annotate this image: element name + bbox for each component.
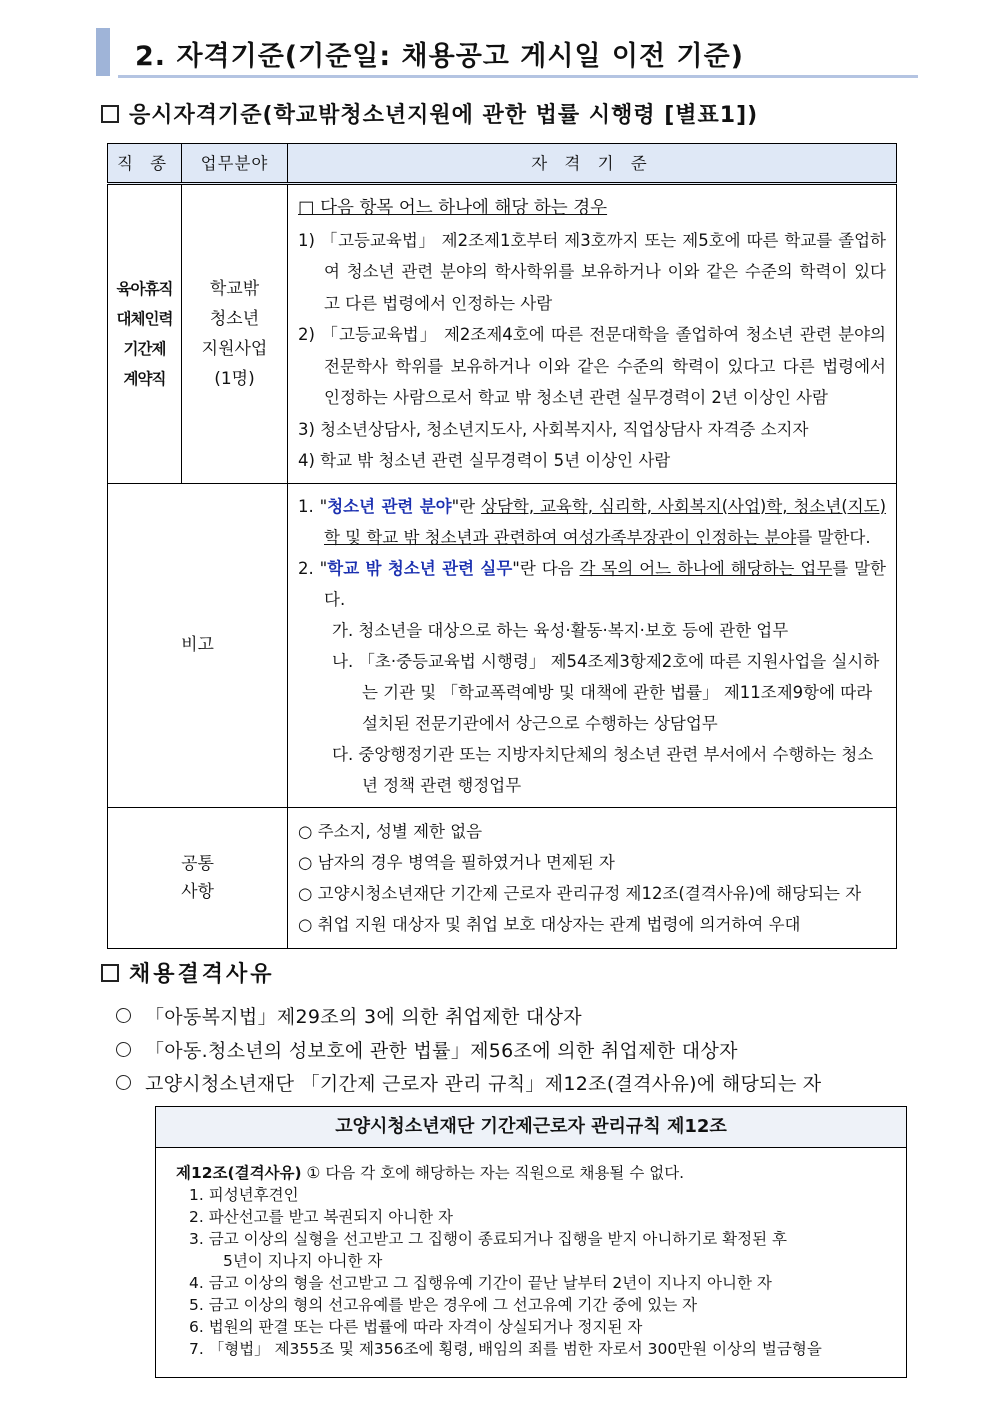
rule-box-title: 고양시청소년재단 기간제근로자 관리규칙 제12조 [156, 1107, 906, 1148]
circle-bullet-icon [116, 1075, 131, 1090]
criteria-item: 4) 학교 밖 청소년 관련 실무경력이 5년 이상인 사람 [298, 451, 671, 470]
table-row-remarks [108, 483, 897, 807]
section-accent-bar [96, 28, 110, 76]
rule-item: 4. 금고 이상의 형을 선고받고 그 집행유예 기간이 끝난 날부터 2년이 지나지 아니한 자 [189, 1274, 772, 1292]
table-row-criteria [108, 184, 897, 484]
rule-intro-text: ① 다음 각 호에 해당하는 자는 직원으로 채용될 수 없다. [301, 1164, 685, 1182]
checkbox-square-icon [101, 964, 119, 982]
common-label-line: 사항 [181, 881, 214, 902]
header-field: 업무분야 [182, 144, 288, 184]
remark-item-2 [298, 553, 886, 615]
rule-item: 3. 금고 이상의 실형을 선고받고 그 집행이 종료되거나 집행을 받지 아니하기로 확정된 후 [189, 1230, 787, 1248]
remark-subitem: 가. 청소년을 대상으로 하는 육성·활동·복지·보호 등에 관한 업무 [332, 620, 789, 640]
remark-underlined: 상담학, 교육학, 심리학, 사회복지(사업)학, 청소년(지도)학 및 학교 밖 청소년과 관련하여 여성가족부장관이 인정하는 분야 [324, 496, 887, 547]
disqualification-item [116, 1036, 738, 1063]
rule-item: 1. 피성년후견인 [189, 1186, 299, 1204]
criteria-item: 2) 「고등교육법」 제2조제4호에 따른 전문대학을 졸업하여 청소년 관련 분야의 전문학사 학위를 보유하거나 이와 같은 수준의 학력이 있다고 다른 법령에서 인정하는 사람으로서 학교 밖 청소년 관련 실무경력이 2년 이상인 사람 [298, 325, 886, 407]
criteria-cell [288, 184, 897, 484]
header-criteria: 자 격 기 준 [288, 144, 897, 184]
disqualification-item [116, 1069, 821, 1096]
remarks-cell [288, 483, 897, 807]
remark-subitem: 다. 중앙행정기관 또는 지방자치단체의 청소년 관련 부서에서 수행하는 청소년 정책 관련 행정업무 [332, 744, 874, 795]
remark-text: 를 말한다. [324, 558, 886, 609]
remark-text: 를 말한다. [796, 527, 871, 547]
rule-item: 6. 법원의 판결 또는 다른 법률에 따라 자격이 상실되거나 정지된 자 [189, 1318, 643, 1336]
common-item: ○ 주소지, 성별 제한 없음 [298, 821, 483, 841]
table-header-row [108, 144, 897, 184]
rule-article-label: 제12조(결격사유) [176, 1164, 302, 1182]
job-type-line: 계약직 [123, 369, 166, 388]
job-type-line: 대체인력 [116, 309, 173, 328]
disqualification-item [116, 1002, 582, 1029]
common-cell [288, 807, 897, 948]
rule-box-body [156, 1148, 906, 1360]
disqualification-text: 고양시청소년재단 「기간제 근로자 관리 규칙」제12조(결격사유)에 해당되는 자 [145, 1073, 822, 1095]
disqualification-heading-text: 채용결격사유 [129, 962, 275, 987]
circle-bullet-icon [116, 1042, 131, 1057]
criteria-item: 1) 「고등교육법」 제2조제1호부터 제3호까지 또는 제5호에 따른 학교를 졸업하여 청소년 관련 분야의 학사학위를 보유하거나 이와 같은 수준의 학력이 있다고 다른 법령에서 인정하는 사람 [298, 230, 886, 313]
section-underline [118, 75, 918, 78]
field-line: 청소년 [209, 308, 260, 329]
header-job-type: 직 종 [108, 144, 182, 184]
remark-underlined: 각 목의 어느 하나에 해당하는 업무 [579, 558, 833, 578]
qualification-heading-text: 응시자격기준(학교밖청소년지원에 관한 법률 시행령 [별표1]) [129, 103, 759, 128]
remark-subitem: 나. 「초·중등교육법 시행령」 제54조제3항제2호에 따른 지원사업을 실시하는 기관 및 「학교폭력예방 및 대책에 관한 법률」 제11조제9항에 따라 설치된 전문기관에서 상근으로 수행하는 상담업무 [332, 651, 880, 733]
disqualification-heading [101, 957, 275, 988]
section-title: 2. 자격기준(기준일: 채용공고 게시일 이전 기준) [135, 41, 744, 72]
remark-term: 청소년 관련 분야 [327, 496, 452, 516]
rule-item-continuation: 5년이 지나지 아니한 자 [223, 1252, 383, 1270]
remark-number: 1. " [298, 496, 328, 516]
table-row-common [108, 807, 897, 948]
job-type-line: 기간제 [123, 339, 166, 358]
remark-text: "란 다음 [512, 558, 580, 578]
job-type-line: 육아휴직 [116, 279, 173, 298]
remark-text: "란 [451, 496, 482, 516]
criteria-intro: □ 다음 항목 어느 하나에 해당 하는 경우 [298, 198, 608, 218]
qualification-table [107, 143, 897, 949]
common-item: ○ 취업 지원 대상자 및 취업 보호 대상자는 관계 법령에 의거하여 우대 [298, 914, 801, 934]
remark-item-1 [298, 491, 886, 553]
checkbox-square-icon [101, 105, 119, 123]
field-line: 학교밖 [209, 278, 260, 299]
qualification-heading [101, 98, 758, 129]
disqualification-text: 「아동.청소년의 성보호에 관한 법률」제56조에 의한 취업제한 대상자 [145, 1040, 738, 1062]
field-cell [182, 184, 288, 484]
rule-item: 5. 금고 이상의 형의 선고유예를 받은 경우에 그 선고유예 기간 중에 있는 자 [189, 1296, 698, 1314]
remarks-label: 비고 [108, 483, 288, 807]
rule-intro [176, 1162, 898, 1184]
rule-box [155, 1106, 907, 1378]
remark-number: 2. " [298, 558, 328, 578]
job-type-cell [108, 184, 182, 484]
field-line: (1명) [214, 368, 255, 389]
criteria-item: 3) 청소년상담사, 청소년지도사, 사회복지사, 직업상담사 자격증 소지자 [298, 419, 809, 439]
rule-item: 7. 「형법」 제355조 및 제356조에 횡령, 배임의 죄를 범한 자로서 300만원 이상의 벌금형을 [189, 1340, 822, 1358]
disqualification-text: 「아동복지법」제29조의 3에 의한 취업제한 대상자 [145, 1006, 582, 1028]
common-label [108, 807, 288, 948]
rule-item: 2. 파산선고를 받고 복권되지 아니한 자 [189, 1208, 454, 1226]
field-line: 지원사업 [201, 338, 268, 359]
common-item: ○ 남자의 경우 병역을 필하였거나 면제된 자 [298, 852, 615, 872]
circle-bullet-icon [116, 1008, 131, 1023]
remark-term: 학교 밖 청소년 관련 실무 [327, 558, 513, 578]
common-item: ○ 고양시청소년재단 기간제 근로자 관리규정 제12조(결격사유)에 해당되는 자 [298, 883, 862, 903]
common-label-line: 공통 [181, 853, 214, 874]
